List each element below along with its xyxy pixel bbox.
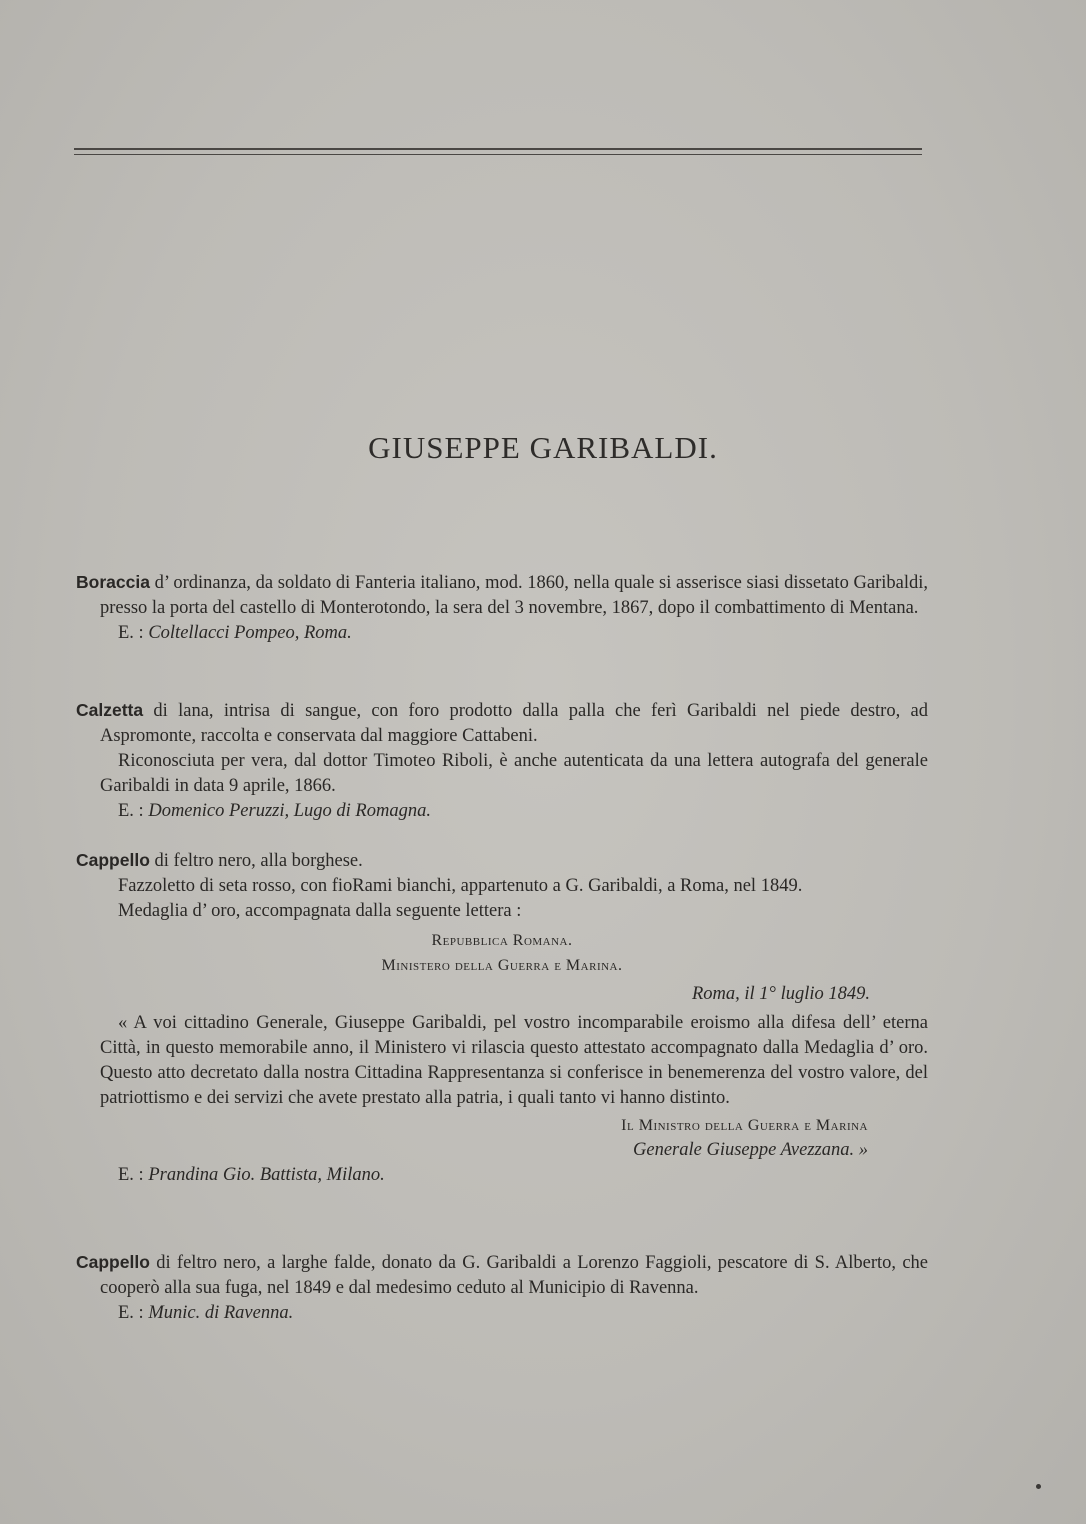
header-rule-thin: [74, 154, 922, 155]
entry-calzetta: [76, 698, 928, 824]
entry-boraccia: [76, 570, 928, 646]
exhibitor-name: Prandina Gio. Battista, Milano.: [148, 1165, 385, 1185]
entry-description: d’ ordinanza, da soldato di Fanteria italiano, mod. 1860, nella quale si asserisce siasi dissetato Garibaldi, presso la porta del castello di Monterotondo, la sera del 3 novembre, 1867, dopo il combattimento di Mentana.: [100, 573, 928, 618]
letter-date: Roma, il 1° luglio 1849.: [691, 984, 870, 1004]
entry-text: [76, 848, 928, 874]
entry-term: Calzetta: [76, 700, 144, 720]
page-speck: [1036, 1484, 1041, 1489]
exhibitor-prefix: E. :: [118, 1165, 149, 1185]
exhibitor-name: Coltellacci Pompeo, Roma.: [148, 623, 352, 643]
exhibitor-line: [76, 799, 928, 824]
exhibitor-prefix: E. :: [118, 623, 149, 643]
page-title: GIUSEPPE GARIBALDI.: [368, 430, 718, 465]
entry-note: Riconosciuta per vera, dal dottor Timoteo Riboli, è anche autenticata da una lettera autografa del generale Garibaldi in data 9 aprile, 1866.: [100, 751, 928, 796]
exhibitor-prefix: E. :: [118, 801, 149, 821]
header-rule: [74, 148, 922, 150]
letter-signature: Il Ministro della Guerra e Marina: [621, 1117, 868, 1134]
entry-text: [76, 1250, 928, 1301]
entry-term: Cappello: [76, 850, 150, 870]
letter-heading: Ministero della Guerra e Marina.: [381, 957, 623, 974]
exhibitor-line: [76, 1163, 928, 1188]
exhibitor-name: Domenico Peruzzi, Lugo di Romagna.: [148, 801, 431, 821]
entry-text: [76, 698, 928, 749]
letter-body: « A voi cittadino Generale, Giuseppe Garibaldi, pel vostro incomparabile eroismo alla difesa dell’ eterna Città, in questo memorabile anno, il Ministero vi rilascia questo attestato accompagnato dalla Medaglia d’ oro. Questo atto decretato dalla nostra Cittadina Rappresentanza si conferisce in benemerenza del vostro valore, del patriottismo e dei servizi che avete prestato alla patria, i quali tanto vi hanno distinto.: [100, 1013, 928, 1108]
entry-text: [76, 570, 928, 621]
exhibitor-line: [76, 1301, 928, 1326]
entry-line: Medaglia d’ oro, accompagnata dalla seguente lettera :: [118, 901, 522, 921]
letter-heading: Repubblica Romana.: [431, 932, 573, 949]
entry-description: di lana, intrisa di sangue, con foro prodotto dalla palla che ferì Garibaldi nel piede destro, ad Aspromonte, raccolta e conservata dal maggiore Cattabeni.: [100, 701, 928, 746]
exhibitor-prefix: E. :: [118, 1303, 149, 1323]
entry-cappello-1: [76, 848, 928, 1188]
entry-description: di feltro nero, alla borghese.: [149, 851, 363, 871]
exhibitor-name: Munic. di Ravenna.: [148, 1303, 294, 1323]
entry-term: Boraccia: [76, 572, 150, 592]
letter-signature-name: Generale Giuseppe Avezzana. »: [633, 1140, 868, 1160]
entry-cappello-2: [76, 1250, 928, 1326]
entry-line: Fazzoletto di seta rosso, con fioRami bianchi, appartenuto a G. Garibaldi, a Roma, nel 1849.: [118, 876, 803, 896]
exhibitor-line: [76, 621, 928, 646]
entry-term: Cappello: [76, 1252, 150, 1272]
entry-description: di feltro nero, a larghe falde, donato da G. Garibaldi a Lorenzo Faggioli, pescatore di S. Alberto, che cooperò alla sua fuga, nel 1849 e dal medesimo ceduto al Municipio di Ravenna.: [100, 1253, 928, 1298]
